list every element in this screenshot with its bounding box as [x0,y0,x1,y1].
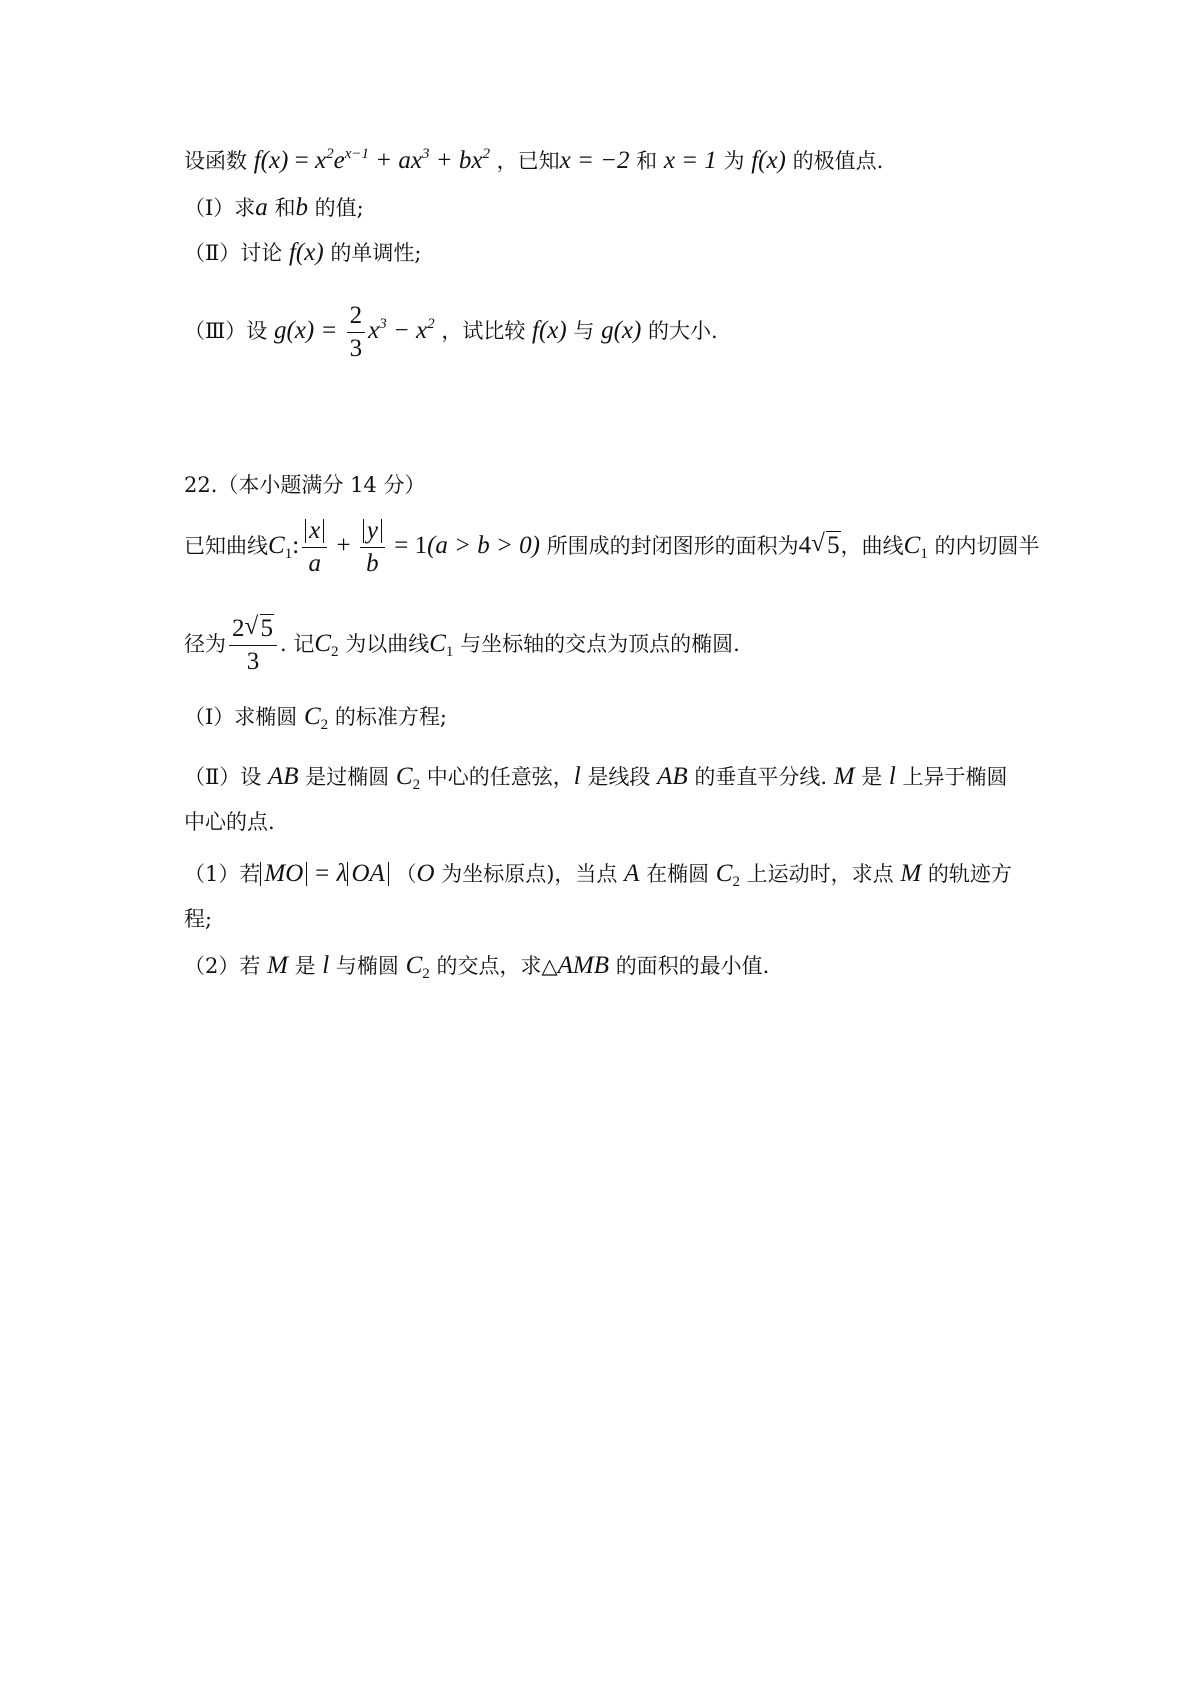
q21-wei: 为 [723,149,745,173]
q21-part1 [184,193,364,223]
q21-part3-yu: 与 [573,319,595,343]
fraction-absx-a: $\frac{x}{a}$ [302,515,327,580]
q22-sub2-end: 的面积的最小值. [615,954,770,978]
curve-c2-e: $C_2$ [405,952,430,982]
q22-intro-mid: 所围成的封闭图形的面积为 [546,534,799,558]
condition-a-gt-b: (a > b > 0) [427,532,540,559]
q21-intro-end: 的极值点. [792,149,884,173]
q21-part1-and: 和 [274,196,296,220]
term-ax3: + $ax^3$ [369,146,430,174]
q22-intro-line1 [184,512,1040,580]
q22-sub1-a: 为坐标原点)，当点 [441,862,618,886]
plus: + [330,532,357,559]
q22-part1 [184,702,447,732]
curve-c1: $C_1$ [268,532,293,562]
fraction-absy-b: $\frac{y}{b}$ [360,515,385,580]
chord-ab-2: AB [657,763,688,790]
q22-sub2-a: 是 [294,954,316,978]
x-1: x = 1 [663,147,717,174]
f-of-x-3: f(x) [288,239,324,266]
q21-part2-end: 的单调性; [330,241,422,265]
line-l-2: l [888,763,896,790]
q21-intro-text: 设函数 [184,149,247,173]
q22-line2-mid: . 记 [280,632,315,656]
curve-c2-d: $C_2$ [715,860,740,890]
equals: = [288,147,315,174]
point-m-3: M [267,952,288,979]
colon: : [292,532,300,559]
term-x2e: $x^2e^{x-1}$ [315,146,369,174]
q21-part1-end: 的值; [314,196,364,220]
area-4-sqrt5: 4√ 5 [799,532,841,559]
q22-sub2 [184,951,769,981]
line-l: l [573,763,581,790]
q22-line2-pre: 径为 [184,632,226,656]
q22-part2-line2: 中心的点. [184,810,275,834]
q21-part2 [184,238,421,268]
q22-part2-f: 上异于椭圆 [902,765,1008,789]
curve-c2-b: $C_2$ [303,703,329,733]
abs-mo: MO [260,860,307,887]
triangle-amb: AMB [557,952,609,979]
q22-heading: 22.（本小题满分 14 分） [184,473,426,497]
q21-intro-mid: ，已知 [496,149,560,173]
q22-sub1-b: 在椭圆 [646,862,710,886]
point-m-2: M [900,860,922,887]
point-m: M [833,763,855,790]
q22-part2-e: 是 [861,765,883,789]
q21-part3-label: （Ⅲ）设 [184,319,268,343]
q22-part2-line1 [184,762,1008,792]
curve-c2: $C_2$ [314,630,339,660]
x-neg2: x = −2 [559,147,630,174]
f-of-x: f(x) [253,147,289,174]
q22-sub1-label: （1）若 [184,862,261,886]
equals-lambda: = λ [307,860,348,887]
curve-c2-c: $C_2$ [395,763,421,793]
equals-one: = 1 [387,532,428,559]
line-l-3: l [322,952,330,979]
q22-sub2-c: 的交点，求 [436,954,542,978]
q21-part2-label: （Ⅱ）讨论 [184,241,283,265]
q22-line2-mid2: 为以曲线 [345,632,430,656]
curve-c1-c: $C_1$ [429,630,454,660]
f-of-x-2: f(x) [751,147,786,174]
q22-part2-b: 中心的任意弦， [426,765,574,789]
q22-sub1-line2: 程; [184,907,213,931]
curve-c1-b: $C_1$ [903,532,928,562]
origin-o: O [416,860,435,887]
q22-sub2-b: 与椭圆 [335,954,399,978]
var-a: a [255,194,268,221]
q21-part3-end: 的大小. [648,319,718,343]
q22-part2-a: 是过椭圆 [305,765,390,789]
q21-he: 和 [636,149,658,173]
q22-part2-c: 是线段 [587,765,651,789]
term-minus-x2: − $x^2$ [386,316,435,344]
term-x3: $x^3$ [368,316,387,344]
fraction-radius: $\frac{2√ 5}{3}$ [229,613,277,678]
q22-part2-label: （Ⅱ）设 [184,765,262,789]
q22-part1-label: （Ⅰ）求椭圆 [184,705,298,729]
q22-sub1-line1 [184,859,1012,889]
chord-ab: AB [267,763,299,790]
abs-oa: OA [347,860,388,887]
q22-sub1-d: 的轨迹方 [927,862,1012,886]
q22-sub1-c: 上运动时，求点 [746,862,894,886]
q22-intro-line2 [184,610,740,678]
term-bx2: + $bx^2$ [429,146,490,174]
q22-sub2-label: （2）若 [184,954,261,978]
q22-part1-end: 的标准方程; [334,705,447,729]
var-b: b [295,194,308,221]
point-a: A [624,860,640,887]
q21-part1-label: （Ⅰ）求 [184,196,256,220]
g-of-x: g(x) = [273,317,344,344]
q22-line2-end: 与坐标轴的交点为顶点的椭圆. [460,632,740,656]
f-of-x-4: f(x) [532,317,567,344]
g-of-x-2: g(x) [601,317,642,344]
fraction-2-3: $\frac{2}{3}$ [347,300,366,365]
q21-intro [184,146,883,176]
q22-sub1-paren: （ [395,862,417,886]
q22-intro-end: 的内切圆半 [934,534,1040,558]
q22-intro-mid2: ，曲线 [840,534,904,558]
q21-part3-mid: ，试比较 [441,319,526,343]
q22-part2-d: 的垂直平分线. [694,765,828,789]
q21-part3 [184,300,718,365]
triangle-icon: △ [541,954,558,978]
q22-intro-text: 已知曲线 [184,534,268,558]
